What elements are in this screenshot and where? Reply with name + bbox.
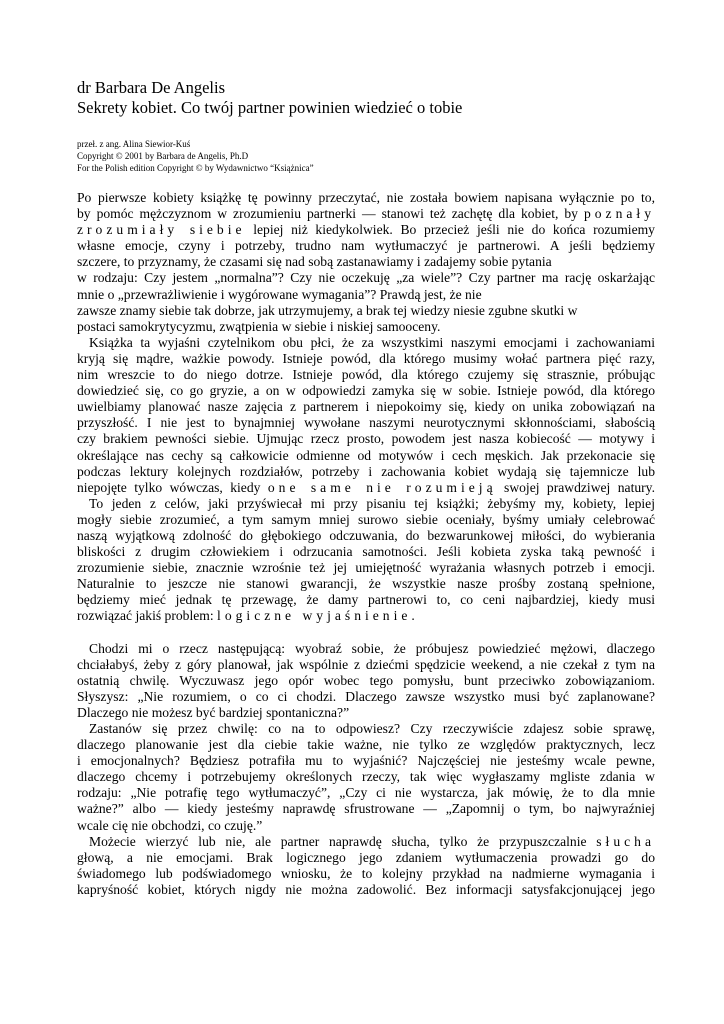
translator-credit: przeł. z ang. Alina Siewior-Kuś: [77, 139, 191, 149]
text-line: Zastanów się przez chwilę: co na to odpowiesz? Czy rzeczywiście zdajesz sobie sprawę,: [89, 721, 655, 736]
text-line: dowiedzieć się, co go gryzie, a on w odpowiedzi zamyka się w sobie. Istnieje powód, dla którego: [77, 383, 655, 399]
paragraph: [77, 641, 655, 721]
book-title: Sekrety kobiet. Co twój partner powinien wiedzieć o tobie: [77, 98, 463, 117]
text-line: chciałabyś, żeby z góry planował, jak wspólnie z dziećmi spędzicie weekend, a nie czekał z tym na: [77, 656, 655, 672]
text-line: wcale cię nie obchodzi, co czuję.”: [77, 817, 263, 833]
text-line: przyszłość. I nie jest to bynajmniej wywołane naszymi neurotycznymi skłonnościami, słabością: [77, 415, 655, 431]
spaced-text: logiczne wyjaśnienie.: [217, 608, 419, 624]
text-line: Książka ta wyjaśni czytelnikom obu płci, że za wszystkimi naszymi emocjami i zachowaniami: [89, 334, 655, 350]
spaced-text: zrozumiały siebie: [77, 222, 246, 238]
paragraph-gap: [77, 625, 655, 641]
text-run: lepiej niż kiedykolwiek. Bo przecież jeśli nie do końca rozumiemy: [245, 222, 655, 238]
text-line: Słyszysz: „Nie rozumiem, o co ci chodzi. Dlaczego zawsze wszystko musi być zaplanowane?: [77, 688, 655, 704]
text-line: głową, a nie emocjami. Brak logicznego jego zdaniem wytłumaczenia prowadzi go do: [77, 849, 655, 865]
text-line: [77, 608, 655, 624]
text-line: Po pierwsze kobiety książkę tę powinny przeczytać, nie została bowiem napisana wyłącznie po to,: [77, 190, 655, 205]
text-line: czy brakiem pewności siebie. Ujmując rzecz prosto, powodem jest nasza kobiecość — motywy i: [77, 431, 655, 447]
text-line: postaci samokrytycyzmu, zwątpienia w siebie i niskiej samooceny.: [77, 318, 441, 334]
body-text: [77, 190, 655, 898]
text-line: dlaczego chcemy i potrzebujemy określonych rzeczy, tak więc wygłaszamy mgliste zdania w: [77, 769, 655, 785]
text-line: [77, 480, 655, 496]
text-line: [77, 222, 655, 238]
paragraph: [77, 721, 655, 834]
text-line: mogły siebie zrozumieć, a tym samym mniej surowo siebie oceniały, byśmy umiały celebrować: [77, 511, 655, 527]
text-run: swojej prawdziwej natury.: [496, 479, 655, 495]
text-line: zrozumienie siebie, znacznie wzrośnie też jej umiejętność wyrażania własnych potrzeb i emocji.: [77, 560, 655, 576]
credits: [77, 138, 655, 174]
text-line: Naturalnie to jeszcze nie stanowi gwarancji, że wszystkie nasze prośby zostaną spełnione,: [77, 576, 655, 592]
text-line: świadomego lub podświadomego wniosku, że to kolejny przykład na nadmierne wymagania i: [77, 865, 655, 881]
text-line: podczas lektury kolejnych rozdziałów, potrzeby i zachowania kobiet wydają się tajemnicze lub: [77, 463, 655, 479]
text-line: [77, 206, 655, 222]
polish-edition-copyright: For the Polish edition Copyright © by Wydawnictwo “Książnica”: [77, 163, 314, 173]
copyright-line: Copyright © 2001 by Barbara de Angelis, Ph.D: [77, 151, 249, 161]
paragraph: [77, 190, 655, 335]
text-run: Możecie wierzyć lub nie, ale partner naprawdę słucha, tylko że przypuszczalnie: [89, 833, 597, 849]
paragraph: [77, 496, 655, 625]
spaced-text: słucha: [596, 833, 655, 849]
text-line: Chodzi mi o rzecz następującą: wyobraź sobie, że próbujesz powiedzieć mężowi, dlaczego: [89, 640, 655, 656]
text-run: by pomóc mężczyznom w zrozumieniu partnerki — stanowi też zachętę dla kobiet, by: [77, 206, 584, 222]
text-line: ostatnią chwilę. Wyczuwasz jego opór wobec tego pomysłu, bunt przeciwko zobowiązaniom.: [77, 672, 655, 688]
text-run: rozwiązać jakiś problem:: [77, 608, 218, 624]
text-line: w rodzaju: Czy jestem „normalna”? Czy nie oczekuję „za wiele”? Czy partner ma rację oskarżając: [77, 270, 655, 286]
text-line: nim wreszcie to do niego dotrze. Istnieje powód, dla którego czujemy się strasznie, próbując: [77, 367, 655, 383]
text-line: szczere, to przyznamy, że czasami się nad sobą zastanawiamy i zadajemy sobie pytania: [77, 254, 552, 270]
spaced-text: one same nie rozumieją: [267, 479, 497, 495]
text-line: i emocjonalnych? Będziesz potrafiła mu to wyjaśnić? Najczęściej nie jesteśmy wcale pewne,: [77, 753, 655, 769]
text-line: mnie o „przewrażliwienie i wygórowane wymagania”? Prawdą jest, że nie: [77, 286, 482, 302]
text-line: [77, 834, 655, 850]
text-line: To jeden z celów, jaki przyświecał mi przy pisaniu tej książki; żebyśmy my, kobiety, lepiej: [89, 495, 655, 511]
document-page: [77, 78, 655, 898]
text-line: Dlaczego nie możesz być bardziej spontaniczna?”: [77, 704, 350, 720]
text-line: bliskości z drugim człowiekiem i odrzucania samotności. Jeśli kobieta zyska taką pewność i: [77, 544, 655, 560]
text-line: kryją się mądre, ważkie powody. Istnieje powód, dla którego musimy wołać partnera pięć razy,: [77, 350, 655, 366]
text-line: ważne?” albo — kiedy jesteśmy naprawdę sfrustrowane — „Zapomnij o tym, bo najwyraźniej: [77, 801, 655, 817]
text-line: będziemy mieć jednak tę przewagę, że damy partnerowi to, co ceni najbardziej, kiedy musi: [77, 592, 655, 608]
text-line: naszą wyjątkową zdolność do głębokiego odczuwania, do bezwarunkowej miłości, do wybierania: [77, 527, 655, 543]
paragraph: [77, 335, 655, 496]
text-line: dlaczego planowanie jest dla ciebie takie ważne, nie tylko ze względów praktycznych, lecz: [77, 737, 655, 753]
text-line: kapryśność kobiet, których nigdy nie można zadowolić. Bez informacji satysfakcjonującej jego: [77, 881, 655, 897]
text-line: rodzaju: „Nie potrafię tego wytłumaczyć”, „Czy ci nie wystarcza, jak mówię, że to dla mnie: [77, 785, 655, 801]
paragraph: [77, 834, 655, 898]
title-block: [77, 78, 655, 118]
author-name: dr Barbara De Angelis: [77, 78, 225, 97]
text-run: niepojęte tylko wówczas, kiedy: [77, 479, 268, 495]
text-line: uwielbiamy planować nasze zajęcia z partnerem i niepokoimy się, kiedy on unika zobowiązań na: [77, 399, 655, 415]
text-line: własne emocje, czyny i potrzeby, trudno nam wytłumaczyć je partnerowi. A jeśli będziemy: [77, 238, 655, 254]
spaced-text: poznały: [583, 206, 655, 222]
text-line: określające nas cechy są całkowicie odmienne od motywów i cech męskich. Jak przekonacie się: [77, 447, 655, 463]
text-line: zawsze znamy siebie tak dobrze, jak utrzymujemy, a brak tej wiedzy niesie zgubne skutki w: [77, 302, 578, 318]
